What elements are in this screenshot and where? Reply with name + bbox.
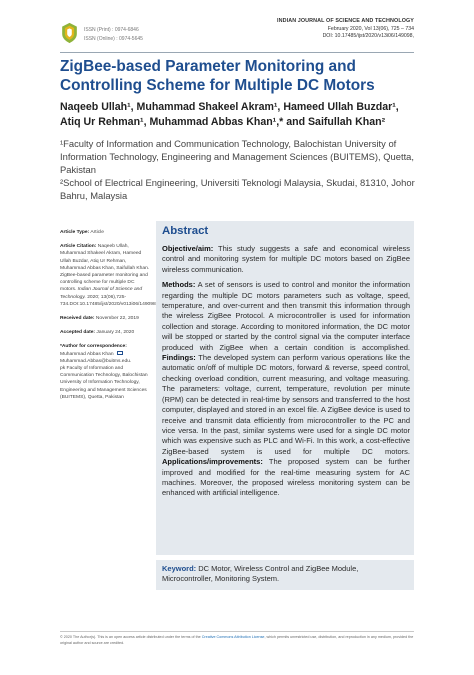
applications-label: Applications/improvements: <box>162 457 263 467</box>
accepted-label: Accepted date: <box>60 330 96 336</box>
correspondence-label: *Author for correspondence: <box>60 344 127 350</box>
findings-text: The developed system can perform various operations like the automatic on/off of multiple DC motors, forward & reverse, speed control, checking overload condition, current measuring, and voltage measuring. The parameters: voltage, current, temperature, revolution per minute (RPM) can be detected in real-time by sensors and transferred to the host computer, displayed and stored in an excel file. A ZigBee device is used to receive and transmit data efficiently from microcontroller to the PC and vice versa. In the past, similar systems were used for a single DC motor which was expensive such as PLC and Wi-Fi. In this work, a cost-effective ZigBee-based system is used for multiple DC motors. <box>162 353 410 456</box>
journal-header <box>0 0 474 52</box>
footer-divider <box>60 631 414 632</box>
correspondence-name-line <box>60 351 152 358</box>
abstract-methods <box>162 280 410 499</box>
article-title: ZigBee-based Parameter Monitoring and Controlling Scheme for Multiple DC Motors <box>60 58 375 94</box>
accepted-value: January 24, 2020 <box>96 330 135 336</box>
article-type-value: Article <box>90 230 104 235</box>
journal-meta <box>277 18 414 41</box>
abstract-objective <box>162 244 410 275</box>
received-date <box>60 315 152 322</box>
license-text-b: , which permits unrestricted use, distribution, and reproduction in any medium, provided the original author and source are credited. <box>60 635 414 645</box>
objective-label: Objective/aim: <box>162 244 214 253</box>
applications-text: The proposed system can be further improved and modified for the real-time measuring system for AC machines. Moreover, the proposed wireless monitoring system can be enhanced with artificial intelligence. <box>162 457 410 498</box>
license-text-a: © 2020 The Author(s). This is an open access article distributed under the terms of the <box>60 635 202 639</box>
article-citation <box>60 243 156 308</box>
correspondence-affiliation <box>60 365 152 401</box>
keywords <box>162 564 410 585</box>
keywords-label: Keyword: <box>162 564 197 573</box>
article-type-label: Article Type: <box>60 230 90 235</box>
affiliation-1: ¹Faculty of Information and Communication Technology, Balochistan University of Information Technology, Engineering and Management Sciences (BUITEMS), Quetta, Pakistan <box>60 138 415 176</box>
received-label: Received date: <box>60 316 95 322</box>
journal-name: INDIAN JOURNAL OF SCIENCE AND TECHNOLOGY <box>277 18 414 24</box>
methods-label: Methods: <box>162 280 196 290</box>
keywords-text: DC Motor, Wireless Control and ZigBee Module, Microcontroller, Monitoring System. <box>162 564 359 584</box>
journal-logo-icon <box>60 22 79 44</box>
email-icon <box>117 351 123 355</box>
citation-tail: 2020; 13(06),725-734.DOI:10.17485/ijst/2020/v013i06/149098 <box>60 294 156 307</box>
affiliation-2: ²School of Electrical Engineering, Universiti Teknologi Malaysia, Skudai, 81310, Johor Bahru, Malaysia <box>60 177 415 202</box>
correspondence-email[interactable] <box>60 358 152 365</box>
license-link[interactable]: Creative Commons Attribution License <box>201 635 265 639</box>
author-list <box>60 100 420 129</box>
citation-text: Naqeeb Ullah, Muhammad Shakeel Akram, Hameed Ullah Buzdar, Atiq Ur Rehman, Muhammad Abbas Khan, Saifullah Khan. ZigBee-based parameter monitoring and controlling scheme for multiple DC motors. <box>60 244 150 293</box>
issn-print: ISSN (Print) : 0974-6846 <box>84 27 139 33</box>
methods-text: A set of sensors is used to control and monitor the information regarding the multiple DC motors parameters such as voltage, speed, temperature, and over-current and then transmit this information through the wireless ZigBee Protocol. A microcontroller is used for information collection and storage. According to monitored information, the DC motor will be stopped or started by the control signal via the computer interface produced with ZigBee when a certain condition is accomplished. <box>162 280 410 352</box>
citation-label: Article Citation: <box>60 244 97 250</box>
received-value: November 22, 2019 <box>95 316 139 322</box>
correspondence-affil-text: Faculty of Information and Communication Technology, Balochistan University of Information Technology, Engineering and Management Sciences (BUITEMS), Quetta, Pakistan <box>60 366 148 400</box>
correspondence-email-text[interactable]: Muhammad.Abbas@buitms.edu. <box>60 358 132 364</box>
objective-text: This study suggests a safe and economical wireless control and monitoring system for multiple DC motors based on ZigBee wireless communication. <box>162 244 410 274</box>
issn-online: ISSN (Online) : 0974-5645 <box>84 36 143 42</box>
authors-line-1: Naqeeb Ullah¹, Muhammad Shakeel Akram¹, Hameed Ullah Buzdar¹, <box>60 101 399 113</box>
journal-doi: DOI: 10.17485/ijst/2020/v13i06/149098, <box>322 33 414 40</box>
article-info-sidebar <box>60 229 156 408</box>
abstract-heading: Abstract <box>162 225 209 237</box>
correspondence-email-tail: pk <box>60 366 66 372</box>
correspondence-name: Muhammad Abbas Khan <box>60 351 114 357</box>
abstract-body <box>162 244 410 504</box>
correspondence <box>60 343 152 401</box>
issn-block <box>84 26 143 44</box>
authors-line-2: Atiq Ur Rehman¹, Muhammad Abbas Khan¹,* and Saifullah Khan² <box>60 115 386 128</box>
license-footer <box>60 634 414 646</box>
header-divider <box>60 52 414 53</box>
article-type <box>60 229 152 236</box>
citation-journal: Indian Journal of Science and Technology. <box>60 287 143 300</box>
accepted-date <box>60 329 152 336</box>
journal-issue: February 2020, Vol 13(06), 725 – 734 <box>327 25 414 32</box>
findings-label: Findings: <box>162 353 196 363</box>
